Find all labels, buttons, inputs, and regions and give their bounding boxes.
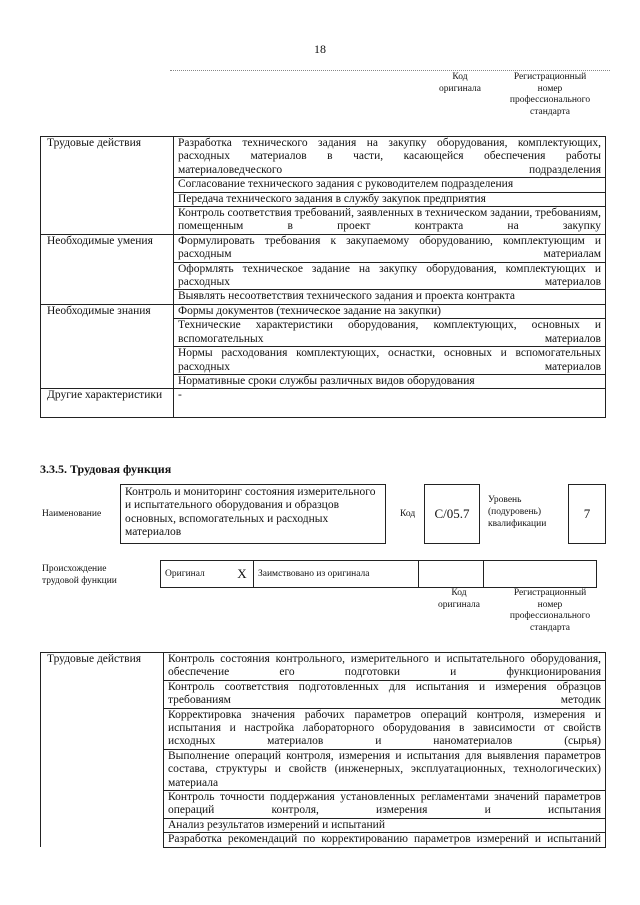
table-cell: Технические характеристики оборудования, комплектующих, основных и вспомогательных материалов xyxy=(174,319,606,347)
code-label: Код xyxy=(400,509,416,519)
label-required-skills: Необходимые умения xyxy=(41,234,174,304)
original-mark: X xyxy=(231,561,254,588)
table-cell: Формы документов (техническое задание на закупки) xyxy=(174,304,606,318)
label-labor-actions-2: Трудовые действия xyxy=(41,653,164,848)
table-cell: Нормативные сроки службы различных видов оборудования xyxy=(174,374,606,388)
table-cell: Согласование технического задания с руководителем подразделения xyxy=(174,178,606,192)
original-cell: Оригинал xyxy=(161,561,232,588)
section-title: 3.3.5. Трудовая функция xyxy=(40,462,172,476)
borrowed-cell: Заимствовано из оригинала xyxy=(254,561,419,588)
table-cell: Разработка технического задания на закупку оборудования, комплектующих, расходных материалов в части, касающейся обеспечения работы материаловедческого подразделения xyxy=(174,137,606,178)
origin-table xyxy=(160,560,597,588)
registration-number-label-2: Регистрационный номер профессионального стандарта xyxy=(509,588,591,633)
label-required-knowledge: Необходимые знания xyxy=(41,304,174,388)
function-name-box: Контроль и мониторинг состояния измерительного и испытательного оборудования и образцов основных, вспомогательных и расходных материалов xyxy=(120,484,386,544)
labor-table-1 xyxy=(40,136,606,418)
page-number: 18 xyxy=(314,42,326,56)
table-cell: Контроль состояния контрольного, измерительного и испытательного оборудования, обеспечение его подготовки и функционирования xyxy=(164,653,606,681)
qualification-level-box: 7 xyxy=(568,484,606,544)
table-cell: Корректировка значения рабочих параметров операций контроля, измерения и испытания и настройка лабораторного оборудования в зависимости от свойств исходных материалов и наноматериалов (сырья) xyxy=(164,708,606,749)
code-original-label-2: Код оригинала xyxy=(438,588,480,610)
label-labor-actions: Трудовые действия xyxy=(41,137,174,235)
table-cell: Выявлять несоответствия технического задания и проекта контракта xyxy=(174,290,606,304)
code-original-label: Код оригинала xyxy=(439,72,481,94)
table-cell: Анализ результатов измерений и испытаний xyxy=(164,818,606,832)
table-cell: Разработка рекомендаций по корректированию параметров измерений и испытаний xyxy=(164,833,606,847)
table-cell: Передача технического задания в службу закупок предприятия xyxy=(174,192,606,206)
table-cell: - xyxy=(174,389,606,418)
qualification-level-label: Уровень (подуровень) квалификации xyxy=(488,495,547,529)
labor-table-2 xyxy=(40,652,606,848)
label-other-characteristics: Другие характеристики xyxy=(41,389,174,418)
table-cell: Оформлять техническое задание на закупку оборудования, комплектующих и расходных материалов xyxy=(174,262,606,290)
registration-number-cell xyxy=(484,561,597,588)
name-label: Наименование xyxy=(42,509,102,519)
code-original-cell xyxy=(419,561,484,588)
table-cell: Контроль точности поддержания установленных регламентами значений параметров операций контроля, измерения и испытания xyxy=(164,791,606,819)
table-cell: Контроль соответствия требований, заявленных в техническом задании, требованиям, помещенным в проект контракта на закупку xyxy=(174,207,606,235)
table-cell: Формулировать требования к закупаемому оборудованию, комплектующим и расходным материалам xyxy=(174,234,606,262)
table-cell: Выполнение операций контроля, измерения и испытания для выявления параметров состава, структуры и свойств (инженерных, эксплуатационных, технологических) материала xyxy=(164,749,606,790)
function-code-box: C/05.7 xyxy=(424,484,480,544)
origin-label: Происхождение трудовой функции xyxy=(42,564,117,586)
header-dotted-line xyxy=(170,70,610,71)
table-cell: Контроль соответствия подготовленных для испытания и измерения образцов требованиям методик xyxy=(164,680,606,708)
registration-number-label: Регистрационный номер профессионального стандарта xyxy=(509,72,591,117)
table-cell: Нормы расходования комплектующих, оснастки, основных и вспомогательных расходных материалов xyxy=(174,347,606,375)
